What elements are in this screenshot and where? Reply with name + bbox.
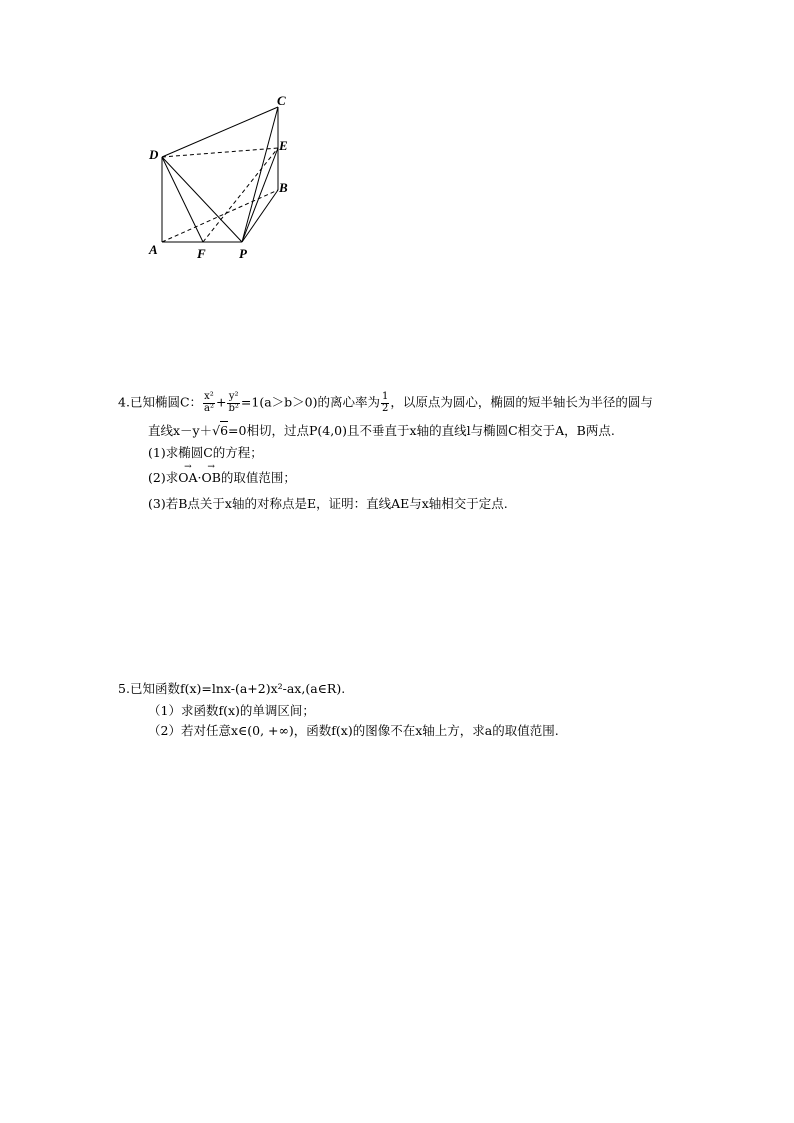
problem4-intro-pre: 已知椭圆C： — [129, 394, 203, 410]
problem4-line2: 直线x－y＋√6=0相切，过点P(4,0)且不垂直于x轴的直线l与椭圆C相交于A，B两点. — [148, 423, 615, 438]
label-C: C — [277, 93, 286, 108]
label-B: B — [279, 180, 288, 195]
problem4-q2: (2)求 → OA· → OB的取值范围； — [148, 462, 296, 485]
label-A: A — [149, 242, 158, 257]
label-E: E — [279, 138, 288, 153]
label-F: F — [197, 246, 206, 261]
edge-CP — [242, 107, 278, 242]
vector-OA: → OA — [178, 462, 198, 485]
problem4-intro-post: ，以原点为圆心，椭圆的短半轴长为半径的圆与 — [390, 394, 653, 410]
problem5-stem: 5.已知函数f(x)=lnx-(a+2)x²-ax,(a∈R). — [118, 681, 346, 696]
edge-DP — [162, 157, 242, 242]
label-P: P — [239, 246, 247, 261]
fraction-x2-a2: $\frac{\text{x²}}{\text{a²}}$ — [204, 391, 214, 414]
edge-EP — [242, 148, 278, 242]
geometry-figure — [140, 92, 300, 264]
problem4-line1: 4.已知椭圆C： $\frac{\text{x²}}{\text{a²}}$ + $\frac{\text{y²}}{\text{b²}}$ =1(a＞b＞0)的离心率为 $\frac{1}{2}$ ，以原点为圆心，椭圆的短半轴长为半径的圆与 — [118, 391, 653, 414]
vector-OB: → OB — [201, 462, 221, 485]
problem5-q2: （2）若对任意x∈(0, +∞)，函数f(x)的图像不在x轴上方，求a的取值范围. — [148, 723, 559, 738]
problem4-eq-cond: =1(a＞b＞0)的离心率为 — [240, 394, 380, 410]
problem4-number: 4. — [118, 394, 130, 410]
fraction-half: $\frac{1}{2}$ — [382, 391, 389, 414]
pyramid-diagram — [140, 92, 300, 264]
fraction-y2-b2: $\frac{\text{y²}}{\text{b²}}$ — [228, 391, 239, 414]
edge-DF — [162, 157, 203, 242]
problem4-q1: (1)求椭圆C的方程； — [148, 445, 263, 460]
sqrt-radicand: 6 — [220, 423, 229, 438]
sqrt-symbol: √ — [212, 423, 221, 438]
label-D: D — [149, 147, 159, 162]
problem4-q3: (3)若B点关于x轴的对称点是E，证明：直线AE与x轴相交于定点. — [148, 496, 508, 511]
problem5-q1: （1）求函数f(x)的单调区间； — [148, 703, 315, 718]
problem5-number: 5. — [118, 681, 130, 696]
